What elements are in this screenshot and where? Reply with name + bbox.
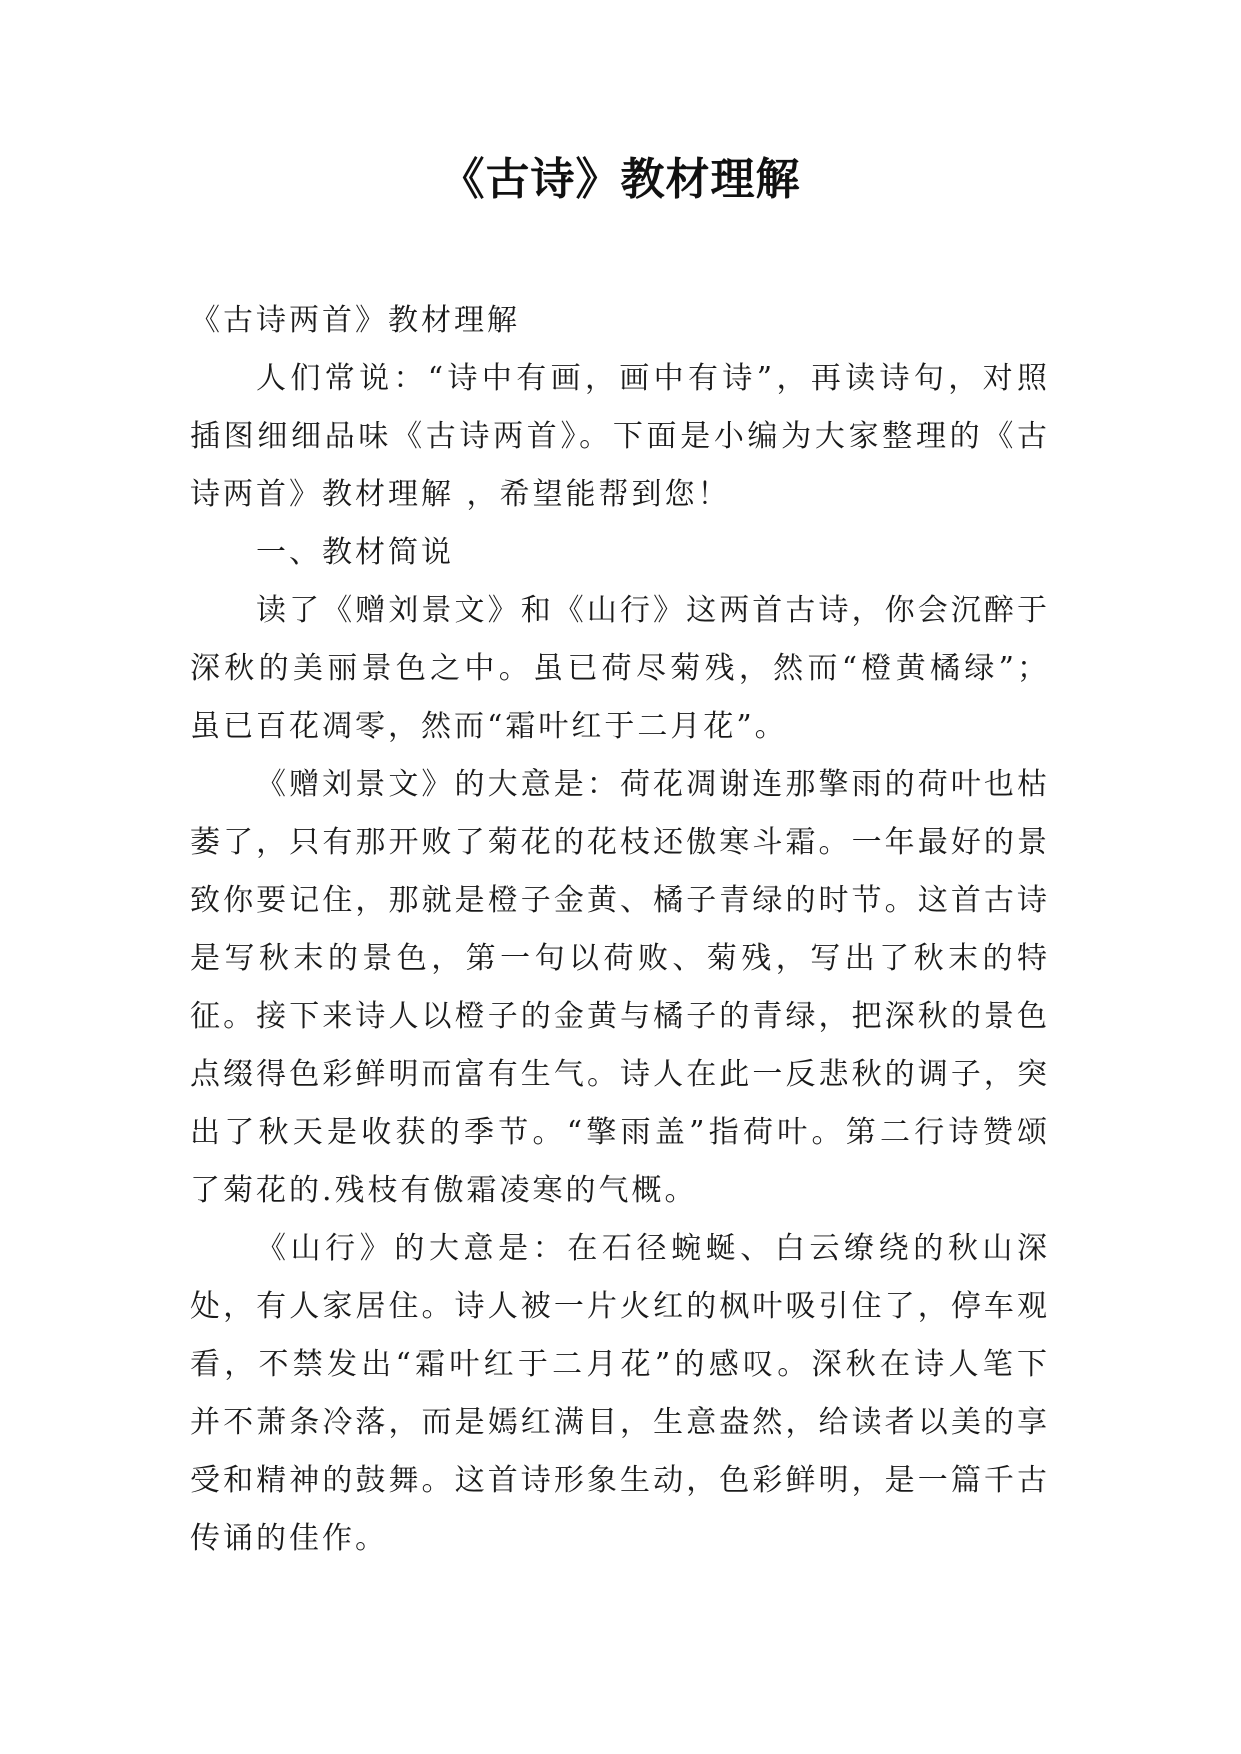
body-paragraph: 《赠刘景文》的大意是：荷花凋谢连那擎雨的荷叶也枯萎了，只有那开败了菊花的花枝还傲寒斗霜。一年最好的景致你要记住，那就是橙子金黄、橘子青绿的时节。这首古诗是写秋末的景色，第一句以荷败、菊残，写出了秋末的特征。接下来诗人以橙子的金黄与橘子的青绿，把深秋的景色点缀得色彩鲜明而富有生气。诗人在此一反悲秋的调子，突出了秋天是收获的季节。“擎雨盖”指荷叶。第二行诗赞颂了菊花的.残枝有傲霜凌寒的气概。 xyxy=(190,767,1050,1208)
document-title: 《古诗》教材理解 xyxy=(440,154,801,205)
body-paragraph: 读了《赠刘景文》和《山行》这两首古诗，你会沉醉于深秋的美丽景色之中。虽已荷尽菊残，然而“橙黄橘绿”；虽已百花凋零，然而“霜叶红于二月花”。 xyxy=(190,593,1050,744)
document-body xyxy=(190,292,1050,1568)
body-paragraph: 《山行》的大意是：在石径蜿蜒、白云缭绕的秋山深处，有人家居住。诗人被一片火红的枫叶吸引住了，停车观看，不禁发出“霜叶红于二月花”的感叹。深秋在诗人笔下并不萧条冷落，而是嫣红满目，生意盎然，给读者以美的享受和精神的鼓舞。这首诗形象生动，色彩鲜明，是一篇千古传诵的佳作。 xyxy=(190,1231,1050,1556)
subtitle-paragraph: 《古诗两首》教材理解 xyxy=(190,303,520,338)
intro-paragraph: 人们常说：“诗中有画，画中有诗”，再读诗句，对照插图细细品味《古诗两首》。下面是小编为大家整理的《古诗两首》教材理解 ，希望能帮到您！ xyxy=(190,361,1050,512)
section-heading: 一、教材简说 xyxy=(256,535,454,570)
